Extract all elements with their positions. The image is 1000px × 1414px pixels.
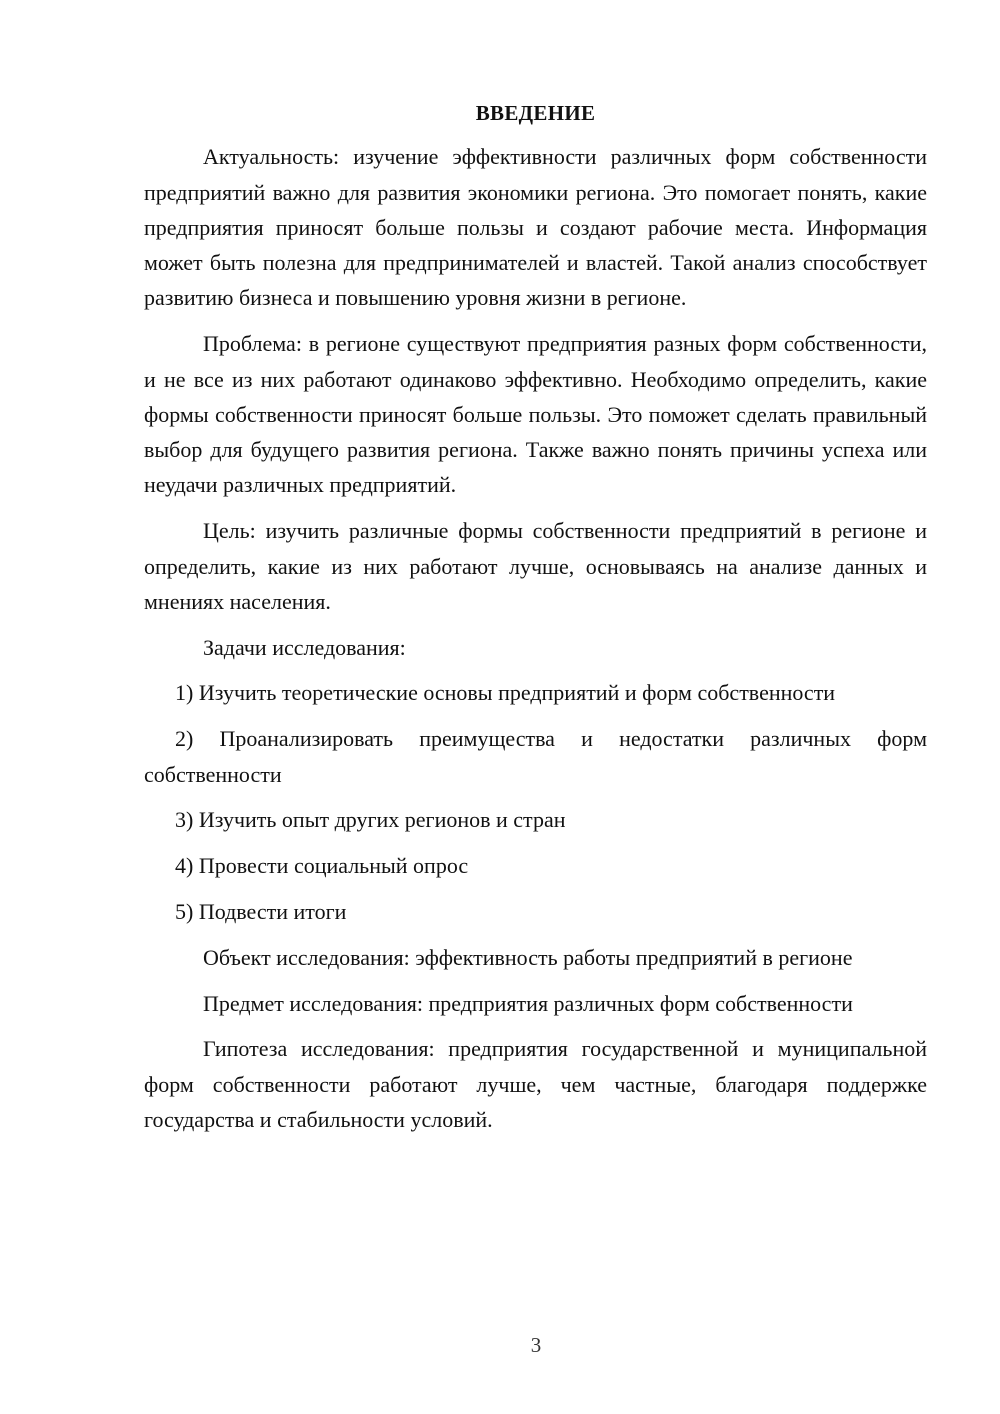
paragraph-relevance: Актуальность: изучение эффективности различных форм собственности предприятий важно для развития экономики региона. Это помогает понять, какие предприятия приносят больше пользы и создают рабочие места. Информация может быть полезна для предпринимателей и властей. Такой анализ способствует развитию бизнеса и повышению уровня жизни в регионе. (144, 144, 927, 311)
tasks-heading: Задачи исследования: (203, 634, 406, 660)
paragraph-goal: Цель: изучить различные формы собственности предприятий в регионе и определить, какие из них работают лучше, основываясь на анализе данных и мнениях населения. (144, 518, 927, 614)
task-item-4: 4) Провести социальный опрос (175, 853, 469, 879)
task-item-2: 2) Проанализировать преимущества и недостатки различных форм собственности (144, 726, 927, 787)
page-number: 3 (530, 1333, 542, 1357)
task-item-3: 3) Изучить опыт других регионов и стран (175, 807, 566, 833)
task-item-5: 5) Подвести итоги (175, 898, 347, 924)
paragraph-hypothesis: Гипотеза исследования: предприятия государственной и муниципальной форм собственности работают лучше, чем частные, благодаря поддержке государства и стабильности условий. (144, 1036, 927, 1132)
paragraph-problem: Проблема: в регионе существуют предприятия разных форм собственности, и не все из них работают одинаково эффективно. Необходимо определить, какие формы собственности приносят больше пользы. Это поможет сделать правильный выбор для будущего развития региона. Также важно понять причины успеха или неудачи различных предприятий. (144, 331, 927, 498)
page-title: ВВЕДЕНИЕ (475, 101, 596, 125)
document-page (144, 96, 927, 1148)
task-item-1: 1) Изучить теоретические основы предприятий и форм собственности (175, 680, 836, 706)
paragraph-subject: Предмет исследования: предприятия различных форм собственности (203, 990, 853, 1016)
paragraph-object: Объект исследования: эффективность работы предприятий в регионе (203, 944, 853, 970)
